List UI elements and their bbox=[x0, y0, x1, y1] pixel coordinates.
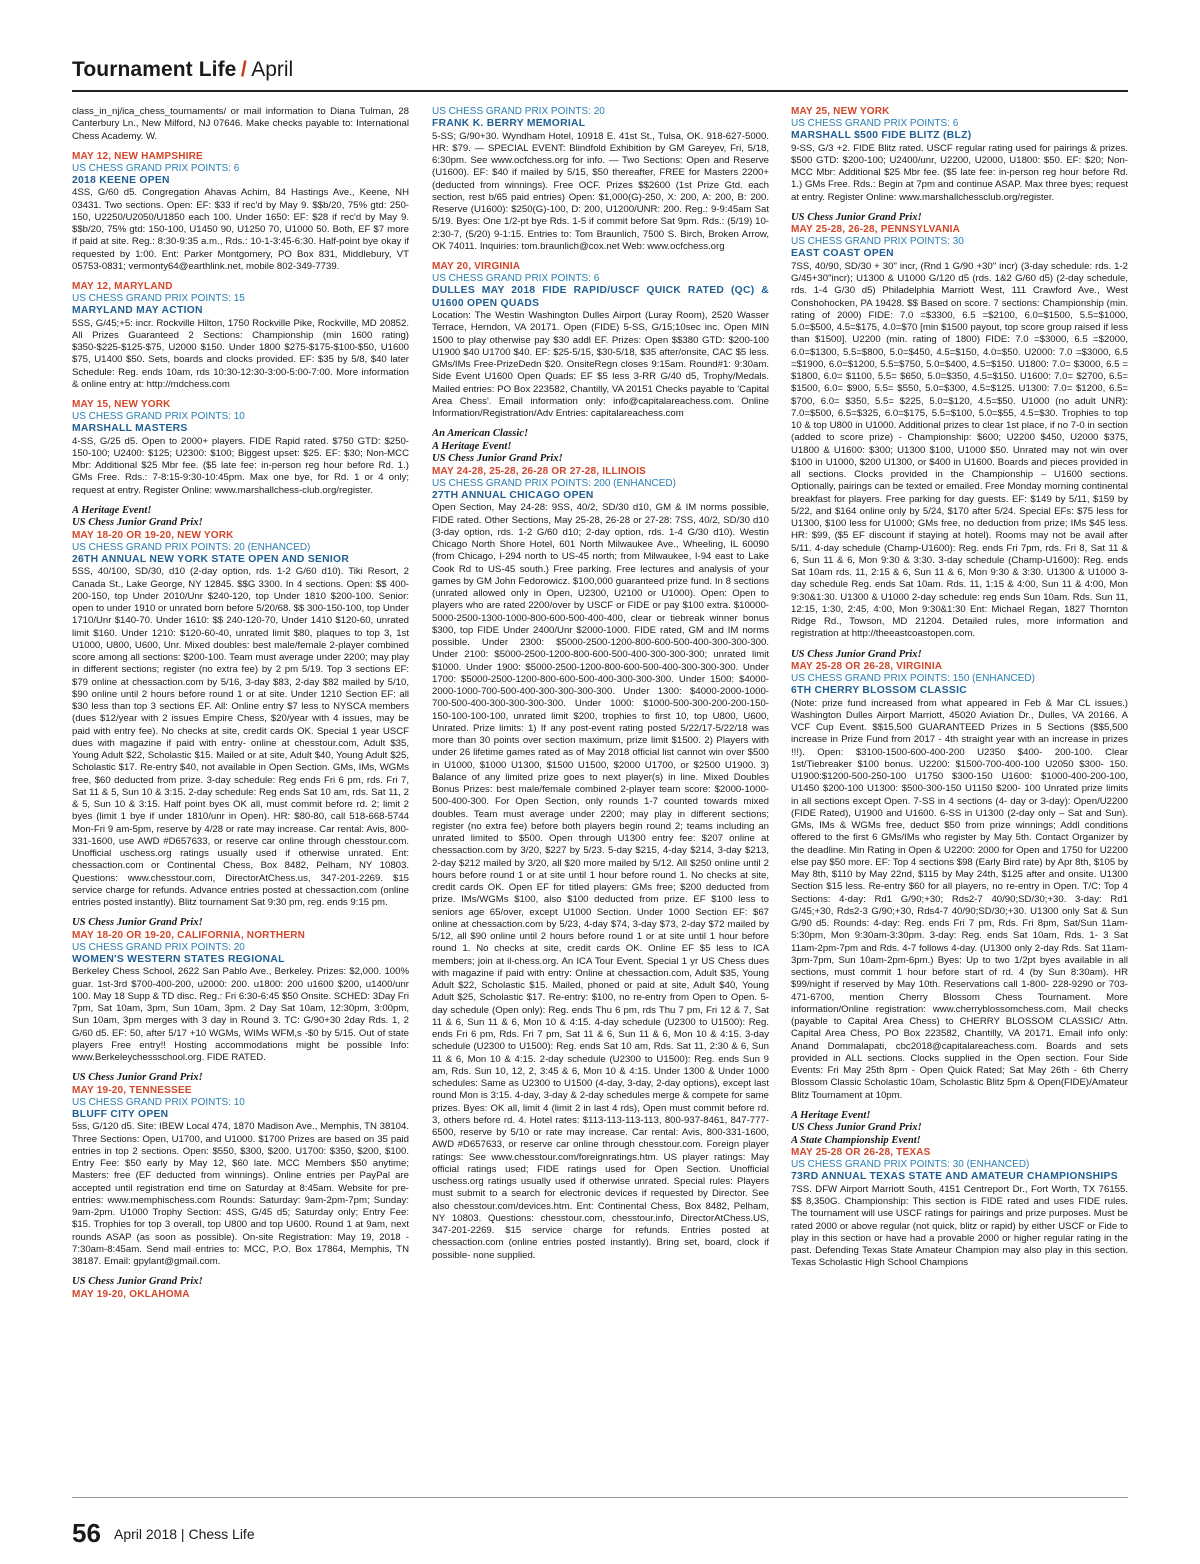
tournament-listing bbox=[432, 106, 769, 253]
event-date: MAY 12, MARYLAND bbox=[72, 281, 173, 292]
event-tag: A Heritage Event! bbox=[432, 440, 512, 452]
event-details: 7SS. DFW Airport Marriott South, 4151 Centreport Dr., Fort Worth, TX 76155. $$ 8,350G. Championship: This section is FIDE rated and uses FIDE rules. The tournament will use USCF ratings for pairings and prize purposes. Must be rated 2000 or above regular (not quick, blitz or rapid) by either USCF or Fide to play in this section or have had a provable 2000 or higher regular rating in the past. Defending Texas State Amateur Champion may also play in this section. Texas Scholastic High School Champions bbox=[791, 1183, 1128, 1269]
grand-prix-points: US CHESS GRAND PRIX POINTS: 30 (ENHANCED) bbox=[791, 1159, 1030, 1171]
column-1 bbox=[72, 106, 409, 1486]
title-slash: / bbox=[240, 58, 247, 81]
event-details: class_in_nj/ica_chess_tournaments/ or mail information to Diana Tulman, 28 Canterbury Ln., New Milford, NJ 07646. Make checks payable to: International Chess Academy. W. bbox=[72, 106, 409, 142]
section-month: April bbox=[251, 58, 294, 81]
event-date: MAY 25, NEW YORK bbox=[791, 106, 890, 117]
event-date: MAY 24-28, 25-28, 26-28 OR 27-28, ILLINOIS bbox=[432, 465, 647, 477]
grand-prix-points: US CHESS GRAND PRIX POINTS: 15 bbox=[72, 293, 245, 304]
event-date: MAY 25-28, 26-28, PENNSYLVANIA bbox=[791, 224, 961, 236]
grand-prix-points: US CHESS GRAND PRIX POINTS: 20 (ENHANCED) bbox=[72, 541, 311, 553]
page-header bbox=[72, 50, 1128, 92]
event-name: 26TH ANNUAL NEW YORK STATE OPEN AND SENIOR bbox=[72, 553, 350, 565]
event-name: FRANK K. BERRY MEMORIAL bbox=[432, 118, 586, 129]
tournament-listing bbox=[72, 917, 409, 1064]
event-name: MARSHALL $500 FIDE BLITZ (BLZ) bbox=[791, 130, 972, 141]
column-3 bbox=[791, 106, 1128, 1486]
event-date: MAY 18-20 OR 19-20, CALIFORNIA, NORTHERN bbox=[72, 929, 306, 941]
event-name: MARSHALL MASTERS bbox=[72, 423, 188, 434]
event-tag: A State Championship Event! bbox=[791, 1134, 921, 1146]
section-name: Tournament Life bbox=[72, 58, 237, 81]
event-date: MAY 19-20, TENNESSEE bbox=[72, 1084, 192, 1096]
event-details: 5SS, 40/100, SD/30, d10 (2-day option, rds. 1-2 G/60 d10). Tiki Resort, 2 Canada St., Lake George, NY 12845. $$G 3300. In 4 sections. Open: $$ 400-200-150, top Under 2010/Unr $240-120, top Under 1810 $200-100. Senior: open to under 1910 or unrated born before 5/20/68. $$ 300-150-100, top Under 1710/Unr $140-70. Under 1610: $$ 240-120-70, Under 1410 $120-60, unrated limit $160. Under 1210: $120-60-40, unrated limit $80, plaques to top 3, 1st U1000, U800, U600, Unr. Mixed doubles: best male/female 2-player combined score among all sections: $200-100. Team must average under 2200; may play in different sections; register (no extra fee) by 2 pm 5/19. Top 3 sections EF: $79 online at chessaction.com by 5/16, 3-day $83, 2-day $82 mailed by 5/10, $90 online until 2 hours before round 1 or at site. Under 1210 Section EF: all $30 less than top 3 sections EF. All: Online entry $7 less to NYSCA members (dues $12/year with 2 issues Empire Chess, $20/year with 4 issues, may be paid with entry fee). No checks at site, credit cards OK. Special 1 year USCF dues with magazine if paid with entry- online at chesstour.com, Adult $35, Young Adult $22, Scholastic $15. Mailed or at site, Adult $40, Young Adult $25, Scholastic $17. Re-entry $40, not available in Open Section. GMs, IMs, WGMs free, $60 deducted from prize. 3-day schedule: Reg ends Fri 6 pm, rds. Fri 7, Sat 11 & 5, Sun 10 & 3:15. 2-day schedule: Reg ends Sat 10 am, rds. Sat 11, 2 & 5, Sun 10 & 3:15. Half point byes OK all, must commit before rd. 2; limit 2 byes (limit 1 bye if under 1810/unr in Open). HR: $80-80, call 518-668-5744 Mon-Fri 9 am-5pm, reserve by 4/28 or rate may increase. Car rental: Avis, 800-331-1600, use AWD #D657633, or reserve car online through chesstour.com. Unofficial uschess.org ratings usually used if otherwise unrated. Ent: chessaction.com or Continental Chess, Box 8482, Pelham, NY 10803. Questions: www.chesstour.com, DirectorAtChess.us, 347-201-2269. $15 service charge for refunds. Advance entries posted at chessaction.com (online entries posted instantly). Blitz tournament Sat 9:30 pm, reg. ends 9:15 pm. bbox=[72, 566, 409, 908]
grand-prix-points: US CHESS GRAND PRIX POINTS: 200 (ENHANCED) bbox=[432, 477, 676, 489]
page-number: 56 bbox=[72, 1518, 101, 1548]
event-name: 73RD ANNUAL TEXAS STATE AND AMATEUR CHAMPIONSHIPS bbox=[791, 1171, 1118, 1183]
event-tag: US Chess Junior Grand Prix! bbox=[791, 1122, 922, 1134]
tournament-listing bbox=[791, 649, 1128, 1102]
grand-prix-points: US CHESS GRAND PRIX POINTS: 6 bbox=[791, 118, 959, 129]
tournament-listing bbox=[791, 106, 1128, 204]
event-name: BLUFF CITY OPEN bbox=[72, 1108, 169, 1120]
event-details: 4SS, G/60 d5. Congregation Ahavas Achim, 84 Hastings Ave., Keene, NH 03431. Two sections. Open: EF: $33 if rec'd by May 9. $$b/20, 75% gtd: 250-150, U2250/U2050/U1850 each 100. Under 1650: EF: $28 if rec'd by May 9. $$b/20, 75% gtd: 150-100, U1450 90, U1250 70, U1000 50. Both, EF $7 more if paid at site. Reg.: 8:30-9:35 a.m., Rds.: 10-1-3:45-6:30. Half-point bye okay if requested by 1:00. Ent: Parker Montgomery, PO Box 831, Middlebury, VT 05753-0831; vermonty64@earthlink.net, mobile 802-349-7739. bbox=[72, 187, 409, 272]
event-tag: US Chess Junior Grand Prix! bbox=[72, 917, 203, 929]
event-date: MAY 20, VIRGINIA bbox=[432, 261, 521, 272]
tournament-listing bbox=[791, 212, 1128, 641]
tournament-listing bbox=[72, 151, 409, 273]
grand-prix-points: US CHESS GRAND PRIX POINTS: 20 bbox=[72, 941, 245, 953]
event-tag: US Chess Junior Grand Prix! bbox=[791, 648, 922, 660]
tournament-listing bbox=[432, 261, 769, 420]
tournament-listing bbox=[432, 428, 769, 1262]
event-name: 6TH CHERRY BLOSSOM CLASSIC bbox=[791, 685, 967, 696]
tournament-listing bbox=[72, 1276, 409, 1301]
event-name: EAST COAST OPEN bbox=[791, 248, 894, 260]
event-details: 5-SS; G/90+30. Wyndham Hotel, 10918 E. 41st St., Tulsa, OK. 918-627-5000. HR: $79. — SPECIAL EVENT: Blindfold Exhibition by GM Gareyev, Fri, 5/18, 6:30pm. See www.ocfchess.org for info. — Two Sections: Open and Reserve (U1600). EF: $40 if mailed by 5/15, $50 thereafter, FREE for Masters 2200+ (deducted from winnings). Free OCF. Prizes $$2600 (1st Prize Gtd. each section, rest b/65 paid entries) Open: $1,000(G)-250, X: 200, A: 200, B: 200. Reserve (U1600): $250(G)-100, D: 200, U1200/UNR: 200. Reg.: 9-9:45am Sat 5/19. Byes: One 1/2-pt bye Rds. 1-5 if commit before Sat 9pm. Rds.: (5/19) 10-2:30-7, (5/20) 9-1:15. Entries to: Tom Braunlich, 7500 S. Birch, Broken Arrow, OK 74011. Inquiries: tom.braunlich@cox.net Web: www.ocfchess.org bbox=[432, 130, 769, 252]
event-date: MAY 18-20 OR 19-20, NEW YORK bbox=[72, 529, 234, 541]
event-details: (Note: prize fund increased from what appeared in Feb & Mar CL issues.) Washington Dulles Airport Marriott, 45020 Aviation Dr., Dulles, VA 20166. A VCF Cup Event. $$15,500 GUARANTEED Prizes in 5 Sections ($$5,500 increase in Prize Fund from 2017 - 4th straight year with an increase in prizes !!!). Open: $3100-1500-600-400-200 U2350 $400- 200-100. Clear 1st/Tiebreaker $100 bonus. U2200: $1500-700-400-100 U2050 $300- 150. U1900:$1200-500-250-100 U1750 $300-150 U1600: $1000-400-200-100, U1450 $200-100 U1300: $500-300-150 U1150 $200- 100 Unrated prize limits in all sections except Open. 7-SS in 4 sections (4- day or 3-day): Open/U2200 (FIDE Rated), U1900 and U1600. 6-SS in U1300 (2-day only – Sat and Sun). GMs, IMs & WGMs free, deduct $50 from prize winnings; Addl conditions offered to the first 6 GMs/IMs who register by May 5th. Contact Organizer by the deadline. Min Rating in Open & U2200: 2000 for Open and 1750 for U2200 else pay $50 more. EF: Top 4 sections $98 (Early Bird rate) by Apr 8th, $105 by May 8th, $110 by May 22nd, $115 by May 24th, $125 after and onsite. U1300 Section $15 less. Re-entry $60 for all players, no re-entry in Open. T/C: Top 4 Sections: 4-day: Rd1 G/90;+30; Rds2-7 40/90;SD/30;+30. 3-day: Rd1 G/45;+30, Rds2-3 G/90;+30, Rds4-7 40/90;SD/30;+30. U1300 only Sat & Sun G/90 d5. Rounds: 4-day: Reg. ends Fri 7 pm, Rds. Fri 8pm, Sat/Sun 11am- 5:30pm, Mon 9:30am-3:30pm. 3-day: Reg. ends Sat 10am, Rds. 1- 3 Sat 11am-2pm-7pm and Rds. 4-7 follows 4-day. (U1300 only 2-day Rds. Sat 11am-3pm-7pm, Sun 10am-2pm-6pm.) Byes: Up to two 1/2pt byes available in all sections, must commit 1 hour before start of rd. 4 (by Sun 8:30am). HR $99/night if reserved by May 10th. Reservations call 1-800- 228-9290 or 703-471-6700, mention Cherry Blossom Chess Tournament. More information/Online registration: www.cherryblossomchess.com. Mail checks (payable to Capital Area Chess) to CHERRY BLOSSOM CLASSIC/ Attn. Capital Area Chess, PO Box 223582, Chantilly, VA 20171. Email info only: Anand Dommalapati, cbc2018@capitalareachess.com. Boards and sets provided in ALL sections. Clocks supplied in the Open section. Four Side Events: Fri May 25th 8pm - Open Quick Rated; Sat May 26th - 6th Cherry Blossom Classic Scholastic 10am, Scholastic Blitz 5pm & Open(FIDE)/Amateur Blitz Tournament at 10pm. bbox=[791, 697, 1128, 1101]
event-details: 4-SS, G/25 d5. Open to 2000+ players. FIDE Rapid rated. $750 GTD: $250-150-100; U2400: $125; U2300: $100; Biggest upset: $25. EF: $30; Non-MCC Mbr: Additional $25 Mbr fee. ($5 late fee: in-person reg hour before Rd. 1.) GMs Free. Rds.: 7-8:15-9:30-10:45pm. Max one bye, for Rd. 1 or 4 only; request at entry. Register Online: www.marshallchess-club.org/register. bbox=[72, 435, 409, 496]
grand-prix-points: US CHESS GRAND PRIX POINTS: 150 (ENHANCED) bbox=[791, 673, 1035, 684]
event-details: 7SS, 40/90, SD/30 + 30" incr, (Rnd 1 G/90 +30" incr) (3-day schedule: rds. 1-2 G/45+30"incr); U1300 & U1000 G/120 d5 (rds. 1&2 G/60 d5) (2-day schedule, rds. 1-4 G/30 d5) Philadelphia Marriott West, 111 Crawford Ave., West Conshohocken, PA 19428. $$ Based on score. 7 sections: Championship (min. rating of 2000) FIDE: 7.0 =$3300, 6.5 =$2100, 6.0=$1500, 5.5=$1000, 5.0=$500, 4.5=$175, 4.0=$70 [min $1500 payout, top score group raised if less than $1500]. U2200 (min. rating of 1800) FIDE: 7.0 =$3000, 6.5 =$2000, 6.0=$1300, 5.5=$800, 5.0=$450, 4.5=$150, 4.0=$50. U2000: 7.0 =$3000, 6.5 =$1900, 6.0=$1200, 5.5=$750, 5.0=$400, 4.5=$150. U1800: 7.0= $3000, 6.5 = $1800, 6.0= $1100, 5.5= $650, 5.0=$350, 4.5=$150. U1600: 7.0= $2700, 6.5= $1500, 6.0= $900, 5.5= $550, 5.0=$300, 4.5=$125. U1300: 7.0= $1200, 6.5= $700, 6.0= $350, 5.5= $225, 5.0=$120, 4.5=$50. U1000 (no adult UNR): 7.0=$500, 6.5=$325, 6.0=$175, 5.5=$100, 5.0=$55, 4.5=$30. Trophies to top 10 & top U800 in U1000. Additional prizes to clear 1st place, if no 7-0 in section (added to score prize) - Championship: $600; U2200 $450, U2000 $375, U1800 & U1600: $300; U1300 $100, U1000 $50. Unrated may not win over $100 in U1000, $200 U1300, or $400 in U1600. Boards and pieces provided in all sections. Clocks provided in the Championship – U1600 sections. Optionally, pairings can be texted or emailed. Free Monday morning continental breakfast for players. Free parking for day guests. EF: $149 by 5/11, $159 by 5/22, and $164 online only by 5/24, $170 after 5/24. Special EFs: $75 less for U1300, $100 less for U1000; GMs free, no deduction from prize; IMs $45 less. HR: $99, ($5 EF discount if staying at hotel). Rooms may not be avail after 5/11. 4-day schedule (Champ-U1600): Reg. ends Fri 7pm, rds. Fri 8, Sat 11 & 6, Sun 11 & 6, Mon 9:30 & 3:30. 3-day schedule (Champ-U1600): Reg. ends Sat 10am rds. 11, 2:15 & 6, Sun 11 & 6, Mon 9:30 & 3:30. U1300 & U1000 3-day schedule Reg. ends Sat 10am. Rds. 11, 1:15 & 4:00, Sun 11 & 4:00, Mon 9:30&1:30. U1300 & U1000 2-day schedule: reg ends Sun 10am. Rds. Sun 11, 12:15, 1:30, 2:45, 4:00, Mon 9:30&1:30 Ent: Michael Regan, 1827 Thornton Ridge Rd., Towson, MD 21204. Detailed rules, more information and registration at http://theeastcoastopen.com. bbox=[791, 260, 1128, 640]
grand-prix-points: US CHESS GRAND PRIX POINTS: 30 bbox=[791, 236, 964, 248]
event-details: 5ss, G/120 d5. Site: IBEW Local 474, 1870 Madison Ave., Memphis, TN 38104. Three Sections: Open, U1700, and U1000. $1700 Prizes are based on 35 paid entries in top 2 sections. Open: $550, $300, $200. U1700: $350, $200, $100. Entry Fee: $50 early by May 12, $60 late. MCC Members $50 anytime; Masters: free (EF deducted from winnings). Online entries per PayPal are accepted until registration end time on Saturday at 8:45am. Website for pre-entries: www.memphischess.com Rounds: Saturday: 9am-2pm-7pm; Sunday: 9am-2pm. U1000 Trophy Section: 4SS, G/45 d5; Saturday only; Entry Fee: $15. Trophies for top 3 overall, top U800 and top U600. Round 1 at 9am, next rounds ASAP (as soon as possible). On-site Registration: May 19, 2018 - 7:30am-8:45am. Send mail entries to: MCC, P.O. Box 17864, Memphis, TN 38187. Email: gpylant@gmail.com. bbox=[72, 1121, 409, 1267]
event-details: 5SS, G/45;+5: incr. Rockville Hilton, 1750 Rockville Pike, Rockville, MD 20852. All Prizes Guaranteed 2 Sections: Championship (min 1600 rating) $350-$225-$125-$75, U2000 $150. Under 1800 $275-$175-$100-$50, U1600 $75, U1400 $50. Sets, boards and clocks provided. EF: $35 by 5/8, $40 later Schedule: Reg. ends 10am, rds 10:30-12:30-3:00-5:00-7:00. More information & online entry at: http://mdchess.com bbox=[72, 317, 409, 390]
issue-label: April 2018 | Chess Life bbox=[114, 1526, 255, 1542]
event-tag: US Chess Junior Grand Prix! bbox=[791, 211, 922, 223]
tournament-listing bbox=[72, 281, 409, 391]
event-date: MAY 19-20, OKLAHOMA bbox=[72, 1288, 190, 1300]
grand-prix-points: US CHESS GRAND PRIX POINTS: 6 bbox=[72, 162, 240, 174]
grand-prix-points: US CHESS GRAND PRIX POINTS: 10 bbox=[72, 1096, 245, 1108]
grand-prix-points: US CHESS GRAND PRIX POINTS: 6 bbox=[432, 273, 600, 284]
event-tag: A Heritage Event! bbox=[72, 504, 152, 516]
event-tag: US Chess Junior Grand Prix! bbox=[432, 453, 563, 465]
event-date: MAY 12, NEW HAMPSHIRE bbox=[72, 150, 203, 162]
tournament-listing bbox=[72, 505, 409, 910]
event-tag: US Chess Junior Grand Prix! bbox=[72, 1072, 203, 1084]
tournament-listing bbox=[72, 1072, 409, 1268]
section-title bbox=[72, 58, 293, 82]
event-details: Berkeley Chess School, 2622 San Pablo Ave., Berkeley. Prizes: $2,000. 100% guar. 1st-3rd $700-400-200, u2000: 200. u1800: 200 u1600 $200, u1400/unr 100. May 18 Supp & TD disc. Reg.: Fri 6:30-6:45 $50 Onsite. SCHED: 3Day Fri 7pm, Sat 10am, 3pm, Sun 10am, 3pm. 2 Day Sat 10am, 12:30pm, 3:00pm, Sun 10am, 3pm merges with 3 day in Round 3. TC: G/90+30 2day Rds. 1, 2 G/60 d5. EF: 50, after 5/17 +10 WGMs, WIMs WFM,s -$0 by 5/15. Out of state players Free entry!! Hosting accommodations might be possible Info: www.Berkeleychessschool.org. FIDE RATED. bbox=[72, 966, 409, 1063]
column-2 bbox=[432, 106, 769, 1486]
grand-prix-points: US CHESS GRAND PRIX POINTS: 20 bbox=[432, 106, 605, 117]
tournament-listing bbox=[72, 399, 409, 497]
event-details: 9-SS, G/3 +2. FIDE Blitz rated. USCF regular rating used for pairings & prizes. $500 GTD: $200-100; U2400/unr, U2200, U2000, U1800: $50. EF: $20; Non-MCC Mbr: Additional $25 Mbr fee. ($5 late fee: in-person reg hour before Rd. 1.) GMs Free. Rds.: Begin at 7pm and continue ASAP. Max three byes; request at entry. Register Online: www.marshallchessclub.org/register. bbox=[791, 142, 1128, 203]
event-date: MAY 25-28 OR 26-28, VIRGINIA bbox=[791, 661, 943, 672]
tournament-listing bbox=[72, 106, 409, 143]
event-name: 2018 KEENE OPEN bbox=[72, 174, 170, 186]
event-details: Location: The Westin Washington Dulles Airport (Luray Room), 2520 Wasser Terrace, Herndon, VA 20171. Open (FIDE) 5-SS, G/15;10sec inc. Open MIN 1500 to play otherwise pay $30 addl EF. Prizes: Open $$380 GTD: $200-100 U1900 $40 U1700 $40. EF: $25-5/15, $30-5/18, $35 after/onsite, CAC $5 less. GMs/IMs Free-PrizeDedn $20. OnsiteRegn closes 9:15am. Round#1: 9:30am. Side Event U1600 Open Quads: EF $5 less 3-RR G/40 d5, Trophy/Medals. Mailed entries: PO Box 223582, Chantilly, VA 20151 Checks payable to 'Capital Area Chess'. Email information only: info@capitalareachess.com. Online Information/Registration/Adv Entries: capitalareachess.com bbox=[432, 310, 769, 419]
event-name: DULLES MAY 2018 FIDE RAPID/USCF QUICK RATED (QC) & U1600 OPEN QUADS bbox=[432, 285, 769, 309]
event-name: 27TH ANNUAL CHICAGO OPEN bbox=[432, 489, 594, 501]
event-date: MAY 15, NEW YORK bbox=[72, 399, 171, 410]
event-tag: A Heritage Event! bbox=[791, 1109, 871, 1121]
event-details: Open Section, May 24-28: 9SS, 40/2, SD/30 d10, GM & IM norms possible, FIDE rated. Other Sections, May 25-28, 26-28 or 27-28: 7SS, 40/2, SD/30 d10 (3-day option, rds. 1-2 G/60 d10; 2-day option, rds. 1-4 G/30 d10). Westin Chicago North Shore Hotel, 601 North Milwaukee Ave., Wheeling, IL 60090 (from Chicago, I-294 north to US-45 north; from Milwaukee, I-94 east to Lake Cook Rd to US-45 south.) Free parking. Free lectures and analysis of your games by GM John Fedorowicz. $100,000 guaranteed prize fund. In 8 sections (unrated allowed only in Open, U2300, U2100 or U1000). Open: Open to players who are rated 2200/over by USCF or FIDE or pay $100 extra. $10000-5000-2500-1300-1000-800-600-500-400-400, clear or tiebreak winner bonus $300, top FIDE Under 2400/Unr $2000-1000. FIDE rated, GM and IM norms possible. Under 2300: $5000-2500-1200-800-600-500-400-300-300-300. Under 2100: $5000-2500-1200-800-600-500-400-300-300-300; unrated limit $1000. Under 1900: $5000-2500-1200-800-600-500-400-300-300-300. Under 1700: $5000-2500-1200-800-600-500-400-300-300-300. Under 1500: $4000-2000-1000-700-500-400-300-300-300-300. Under 1300: $4000-2000-1000-700-500-400-300-300-300-300. Under 1000: $1000-500-300-200-200-150-150-100-100-100, unrated limit $200, trophies to first 10, top U800, U600, Unrated. Prize limits: 1) If any post-event rating posted 5/22/17-5/22/18 was more than 30 points over section maximum, prize limit $1500. 2) Players with under 26 lifetime games rated as of May 2018 official list cannot win over $500 in U1000, $1000 U1300, $1500 U1500, $2000 U1700, or $2500 U1900. 3) Balance of any limited prize goes to next player(s) in line. Mixed Doubles Bonus Prizes: best male/female combined 2-player team score: $2000-1000-500-400-300. For Open Section, only rounds 1-7 counted towards mixed doubles. Team must average under 2200; may play in different sections; register (no extra fee) before both players begin round 2; teams including an unrated limited to $500. Open through U1300 entry fee: $207 online at chessaction.com by 3/20, $227 by 5/23. 5-day $215, 4-day $214, 3-day $213, 2-day $212 mailed by 3/20, all $20 more mailed by 5/12. All $250 online until 2 hours before round 1 or at site until 1 hour before round 1. No checks at site, credit cards OK. Open EF for titled players: GMs free; $200 deducted from prize. IMs/WGMs $100, also $100 deducted from prize. EF $100 less to seniors age 65/over, except U1000 Section. Under 1000 Section EF: $67 online at chessaction.com by 5/23, 4-day $74, 3-day $73, 2-day $72 mailed by 5/12, all $90 online until 2 hours before round 1 or at site until 1 hour before round 1. No checks at site, credit cards OK. Online EF $5 less to ICA members; join at il-chess.org. An ICA Tour Event. Special 1 yr US Chess dues with magazine if paid with entry: Online at chessaction.com, Adult $35, Young Adult $22, Scholastic $15. Mailed, phoned or paid at site, Adult $40, Young Adult $25, Scholastic $17. Re-entry: $100, no re-entry from Open to Open. 5-day schedule (Open only): Reg. ends Thu 6 pm, rds Thu 7 pm, Fri 12 & 7, Sat 11 & 6, Sun 11 & 6, Mon 10 & 4:15. 4-day schedule (U2300 to U1500): Reg. ends Fri 6 pm, Rds. Fri 7 pm, Sat 11 & 6, Sun 11 & 6, Mon 10 & 4:15. 3-day schedule (U2300 to U1500): Reg. ends Sat 10 am, Rds. Sat 11, 2:30 & 6, Sun 11 & 6, Mon 10 & 4:15. 2-day schedule (U2300 to U1500): Reg. ends Sun 9 am, Rds. Sun 10, 12, 2, 3:45 & 6, Mon 10 & 4:15. Under 1300 & Under 1000 schedules: Same as U2300 to U1500 (4-day, 3-day, 2-day options), except last round Mon is 3:15. 4-day, 3-day & 2-day schedules merge & compete for same prizes. Byes: OK all, limit 4 (limit 2 in last 4 rds), Open must commit before rd. 3, others before rd. 4. Hotel rates: $113-113-113-113, 800-937-8461, 847-777-6500, reserve by 5/10 or rate may increase. Car rental: Avis, 800-331-1600, AWD #D657633, or reserve car online through chesstour.com. Foreign player ratings: See www.chesstour.com/foreignratings.htm. US player ratings: May official ratings used; FIDE ratings used for Open Section. Unofficial uschess.org ratings usually used if otherwise unrated. Special rules: Players must submit to a search for electronic devices if requested by Director. See also chesstour.com/devices.htm. Ent: Continental Chess, Box 8482, Pelham, NY 10803. Questions: chesstour.com, chesstour.info, DirectorAtChess.US, 347-201-2269. $15 service charge for refunds. Entries posted at chessaction.com (online entries posted instantly). Bring set, board, clock if possible- none supplied. bbox=[432, 502, 769, 1261]
event-date: MAY 25-28 OR 26-28, TEXAS bbox=[791, 1147, 931, 1159]
tournament-listing bbox=[791, 1110, 1128, 1270]
event-tag: An American Classic! bbox=[432, 428, 529, 440]
event-tag: US Chess Junior Grand Prix! bbox=[72, 1276, 203, 1288]
page-footer bbox=[72, 1497, 1128, 1558]
event-name: MARYLAND MAY ACTION bbox=[72, 305, 203, 316]
event-tag: US Chess Junior Grand Prix! bbox=[72, 517, 203, 529]
grand-prix-points: US CHESS GRAND PRIX POINTS: 10 bbox=[72, 411, 245, 422]
event-name: WOMEN'S WESTERN STATES REGIONAL bbox=[72, 953, 285, 965]
